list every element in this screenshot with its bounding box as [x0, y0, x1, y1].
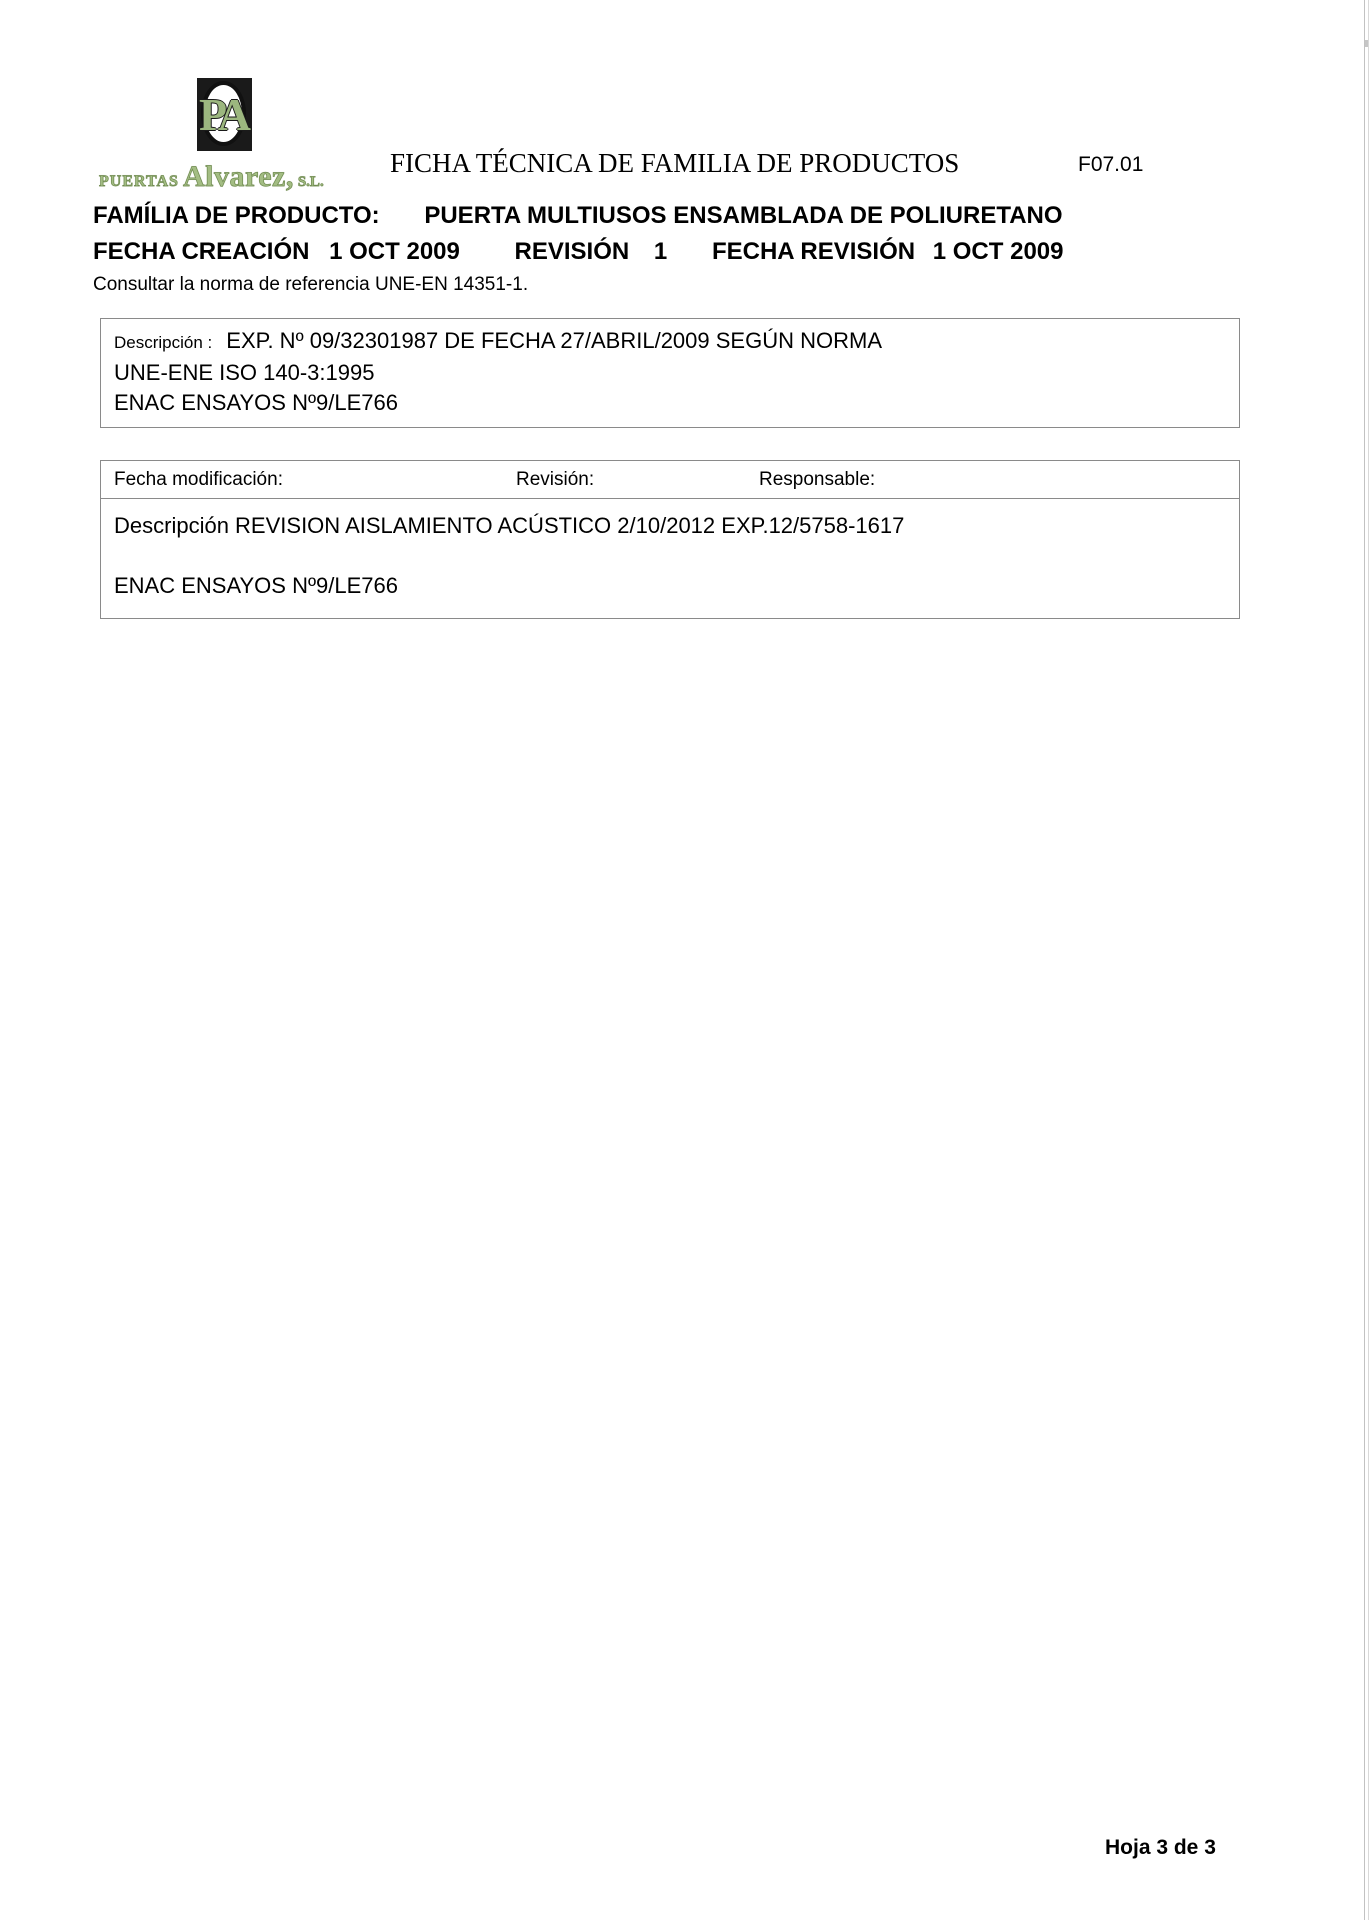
company-name-alvarez: Alvarez,: [182, 160, 294, 193]
header-revision: Revisión:: [516, 469, 595, 490]
product-family-value: PUERTA MULTIUSOS ENSAMBLADA DE POLIURETANO: [424, 202, 1063, 229]
description-label: Descripción :: [114, 333, 213, 352]
page-edge-line: [1364, 0, 1365, 1920]
logo-monogram: PA: [199, 88, 245, 140]
description-box: [100, 318, 1240, 428]
modification-line-1: Descripción REVISION AISLAMIENTO ACÚSTICO 2/10/2012 EXP.12/5758-1617: [114, 513, 905, 538]
modification-body: [100, 498, 1240, 619]
description-line-3: ENAC ENSAYOS Nº9/LE766: [114, 390, 398, 415]
dates-row: [93, 238, 1063, 266]
modification-line-2: ENAC ENSAYOS Nº9/LE766: [114, 573, 398, 598]
company-name-puertas: PUERTAS: [99, 173, 179, 190]
company-name-sl: S.L.: [297, 174, 324, 190]
company-logo: [197, 78, 252, 151]
description-line-2: UNE-ENE ISO 140-3:1995: [114, 360, 375, 385]
revision-date-value: 1 OCT 2009: [932, 238, 1064, 265]
revision-value: 1: [653, 238, 668, 265]
document-title: FICHA TÉCNICA DE FAMILIA DE PRODUCTOS: [390, 148, 960, 178]
document-code: F07.01: [1078, 153, 1144, 176]
header-fecha-modificacion: Fecha modificación:: [114, 469, 283, 490]
modification-header-row: [100, 460, 1240, 499]
creation-date-value: 1 OCT 2009: [329, 238, 460, 265]
header-responsable: Responsable:: [759, 469, 876, 490]
description-line-1-text: EXP. Nº 09/32301987 DE FECHA 27/ABRIL/2009 SEGÚN NORMA: [226, 328, 882, 353]
product-family-label: FAMÍLIA DE PRODUCTO:: [93, 202, 380, 229]
company-name: [99, 160, 399, 194]
revision-date-label: FECHA REVISIÓN: [711, 238, 916, 265]
product-family-row: [93, 202, 1063, 230]
scrollbar-track[interactable]: [1368, 0, 1369, 1920]
revision-label: REVISIÓN: [514, 238, 630, 265]
creation-date-label: FECHA CREACIÓN: [93, 238, 310, 265]
description-line-1: [114, 326, 1227, 358]
blank-line: [114, 541, 1227, 571]
scrollbar-thumb[interactable]: [1365, 40, 1368, 47]
norm-reference-note: Consultar la norma de referencia UNE-EN 14351-1.: [93, 274, 529, 295]
page-number-label: Hoja 3 de 3: [1105, 1836, 1216, 1859]
